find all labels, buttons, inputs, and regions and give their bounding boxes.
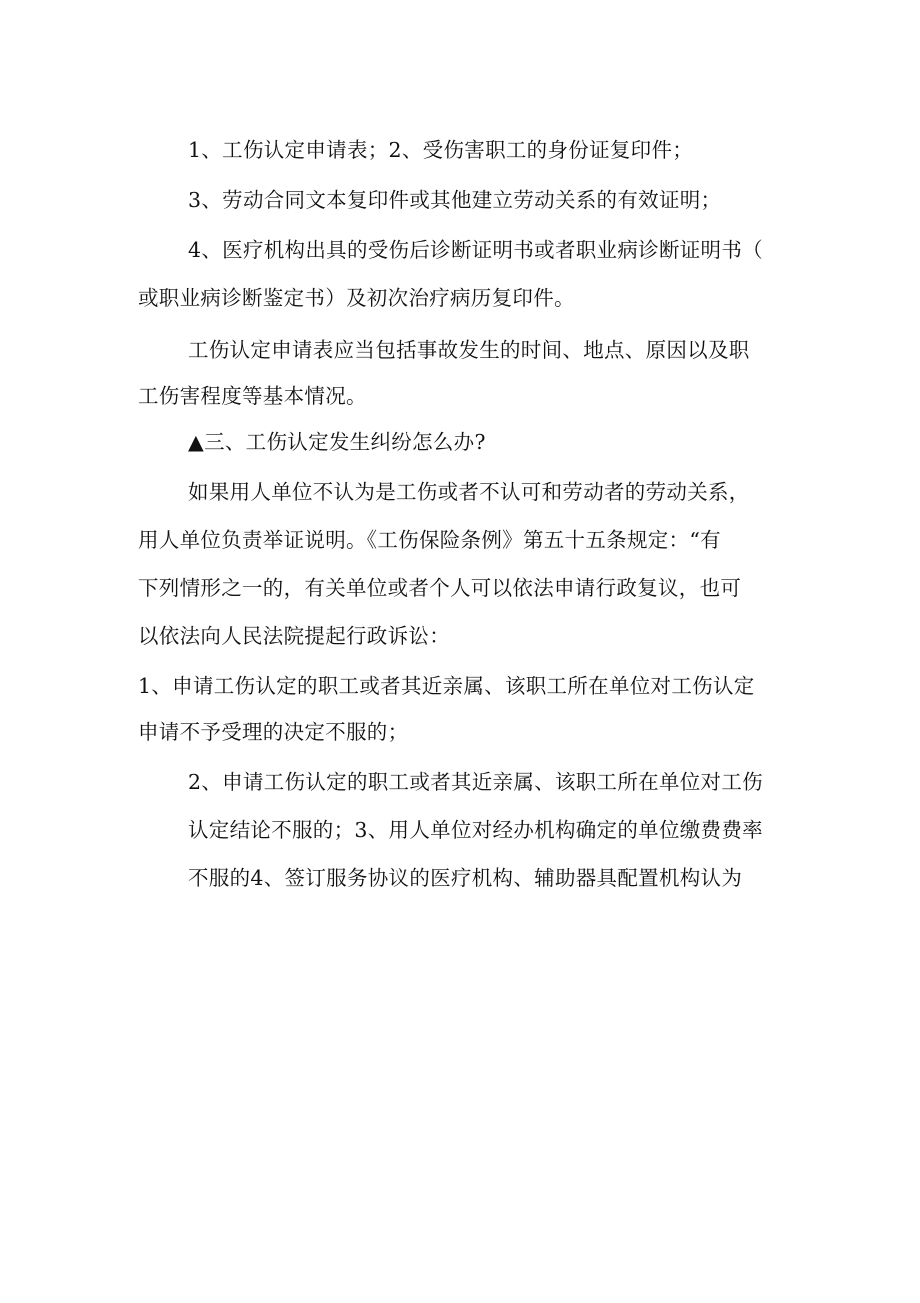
text-line-5: 工伤认定申请表应当包括事故发生的时间、地点、原因以及职 <box>188 338 750 362</box>
text-line-4: 或职业病诊断鉴定书）及初次治疗病历复印件。 <box>138 286 575 310</box>
section-heading: ▲三、工伤认定发生纠纷怎么办? <box>188 430 486 454</box>
text-line-6: 工伤害程度等基本情况。 <box>138 384 367 408</box>
text-line-1: 1、工伤认定申请表；2、受伤害职工的身份证复印件； <box>188 138 694 162</box>
text-line-3: 4、医疗机构出具的受伤后诊断证明书或者职业病诊断证明书（ <box>188 238 763 262</box>
text-line-14: 2、申请工伤认定的职工或者其近亲属、该职工所在单位对工伤 <box>188 770 763 794</box>
text-line-8: 如果用人单位不认为是工伤或者不认可和劳动者的劳动关系， <box>188 480 750 504</box>
text-line-2: 3、劳动合同文本复印件或其他建立劳动关系的有效证明； <box>188 188 722 212</box>
text-line-10: 下列情形之一的，有关单位或者个人可以依法申请行政复议，也可 <box>138 576 742 600</box>
text-line-15: 认定结论不服的；3、用人单位对经办机构确定的单位缴费费率 <box>188 818 763 842</box>
text-line-11: 以依法向人民法院提起行政诉讼： <box>138 624 450 648</box>
text-line-9: 用人单位负责举证说明。《工伤保险条例》第五十五条规定：“有 <box>138 528 721 552</box>
text-line-13: 申请不予受理的决定不服的； <box>138 720 409 744</box>
text-line-16: 不服的4、签订服务协议的医疗机构、辅助器具配置机构认为 <box>188 866 743 890</box>
text-line-12: 1、申请工伤认定的职工或者其近亲属、该职工所在单位对工伤认定 <box>138 674 755 698</box>
